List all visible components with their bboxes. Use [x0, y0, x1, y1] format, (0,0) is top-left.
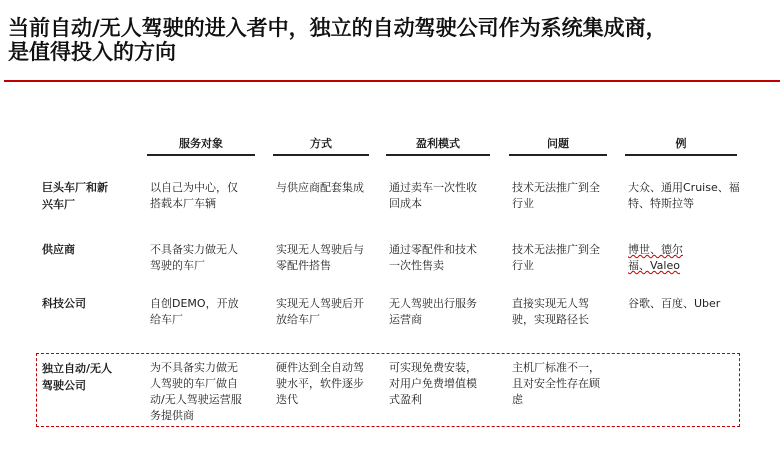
table-cell: 自创DEMO，开放给车厂: [150, 297, 239, 326]
highlight-box: [36, 353, 740, 427]
table-cell: 为不具备实力做无人驾驶的车厂做自动/无人驾驶运营服务提供商: [150, 361, 242, 422]
table-cell: 无人驾驶出行服务运营商: [389, 297, 477, 326]
title-divider: [4, 80, 780, 82]
table-cell: 直接实现无人驾驶，实现路径长: [512, 297, 589, 326]
row-label-suppliers: 供应商: [42, 243, 75, 256]
row-label-tech-companies: 科技公司: [42, 297, 86, 310]
table-cell: 可实现免费安装，对用户免费增值模式盈利: [389, 361, 477, 406]
table-cell: 硬件达到全自动驾驶水平，软件逐步迭代: [276, 361, 364, 406]
column-header-issues: 问题: [509, 134, 607, 156]
table-cell: 通过零配件和技术一次性售卖: [389, 243, 477, 272]
column-header-examples: 例: [625, 134, 737, 156]
table-cell: 以自己为中心，仅搭载本厂车辆: [150, 181, 238, 210]
table-cell: 博世、德尔福、Valeo: [628, 243, 683, 272]
table-cell: 不具备实力做无人驾驶的车厂: [150, 243, 238, 272]
table-cell: 谷歌、百度、Uber: [628, 297, 721, 310]
table-cell: 与供应商配套集成: [276, 181, 364, 194]
column-header-profit-model: 盈利模式: [386, 134, 490, 156]
table-cell: 实现无人驾驶后与零配件搭售: [276, 243, 364, 272]
row-label-independent-av-companies: 独立自动/无人驾驶公司: [42, 362, 113, 392]
page-title: [8, 16, 780, 64]
table-cell: 大众、通用Cruise、福特、特斯拉等: [628, 181, 740, 210]
column-header-service-target: 服务对象: [147, 134, 255, 156]
table-cell: 实现无人驾驶后开放给车厂: [276, 297, 364, 326]
column-header-method: 方式: [273, 134, 369, 156]
page-title-line-1: 当前自动/无人驾驶的进入者中，独立的自动驾驶公司作为系统集成商，: [8, 16, 667, 40]
table-cell: 技术无法推广到全行业: [512, 181, 600, 210]
table-cell: 通过卖车一次性收回成本: [389, 181, 477, 210]
table-cell: 主机厂标准不一，且对安全性存在顾虑: [512, 361, 600, 406]
table-cell: 技术无法推广到全行业: [512, 243, 600, 272]
page-title-line-2: 是值得投入的方向: [8, 40, 176, 64]
row-label-automakers: 巨头车厂和新兴车厂: [42, 181, 108, 211]
